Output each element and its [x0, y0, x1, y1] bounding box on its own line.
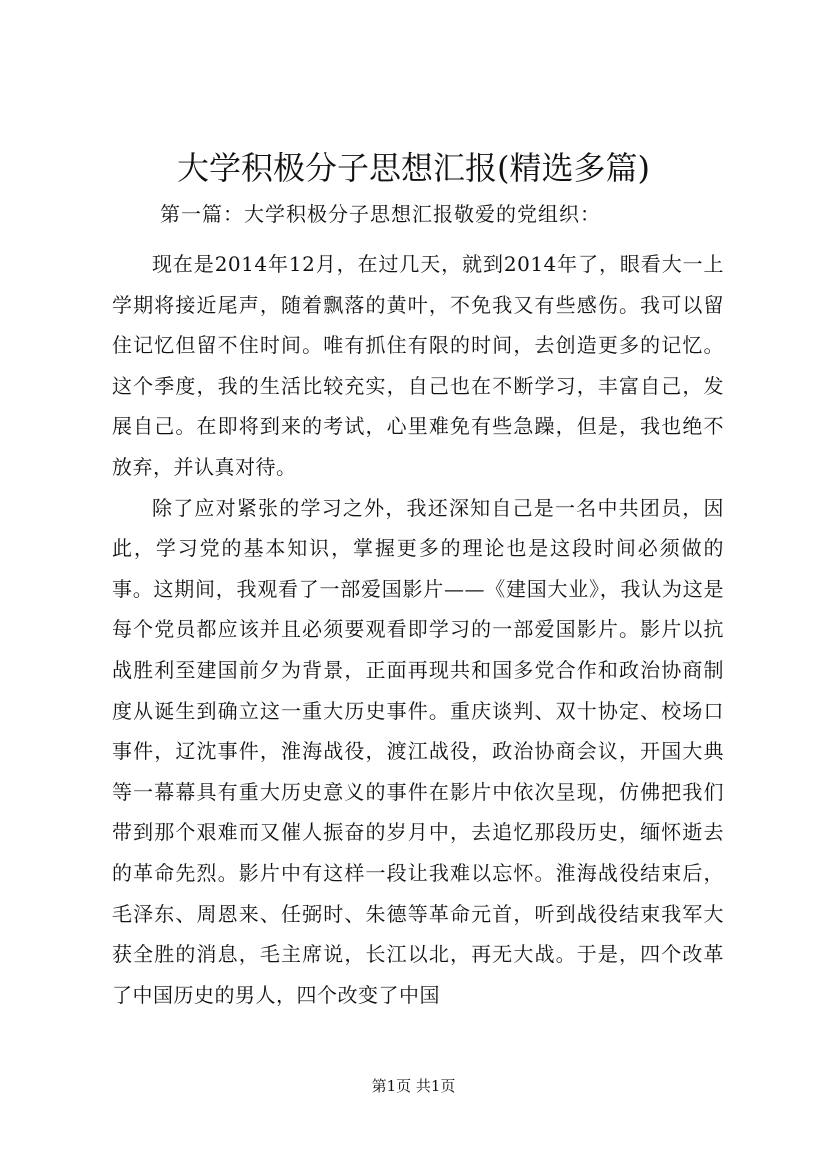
paragraph-1: 现在是2014年12月，在过几天，就到2014年了，眼看大一上学期将接近尾声，随着飘落的黄叶，不免我又有些感伤。我可以留住记忆但留不住时间。唯有抓住有限的时间，去创造更多的记忆。这个季度，我的生活比较充实，自己也在不断学习，丰富自己，发展自己。在即将到来的考试，心里难免有些急躁，但是，我也绝不放弃，并认真对待。: [112, 252, 724, 479]
document-subtitle: 第一篇：大学积极分子思想汇报敬爱的党组织：: [160, 202, 601, 226]
document-body: [112, 244, 724, 1015]
paragraph-2: 除了应对紧张的学习之外，我还深知自己是一名中共团员，因此，学习党的基本知识，掌握更多的理论也是这段时间必须做的事。这期间，我观看了一部爱国影片——《建国大业》，我认为这是每个党员都应该并且必须要观看即学习的一部爱国影片。影片以抗战胜利至建国前夕为背景，正面再现共和国多党合作和政治协商制度从诞生到确立这一重大历史事件。重庆谈判、双十协定、校场口事件，辽沈事件，淮海战役，渡江战役，政治协商会议，开国大典等一幕幕具有重大历史意义的事件在影片中依次呈现，仿佛把我们带到那个艰难而又催人振奋的岁月中，去追忆那段历史，缅怀逝去的革命先烈。影片中有这样一段让我难以忘怀。淮海战役结束后，毛泽东、周恩来、任弼时、朱德等革命元首，听到战役结束我军大获全胜的消息，毛主席说，长江以北，再无大战。于是，四个改革了中国历史的男人，四个改变了中国: [112, 495, 724, 1007]
document-title: 大学积极分子思想汇报(精选多篇): [177, 149, 650, 187]
page-footer: 第1页 共1页: [371, 1077, 456, 1095]
